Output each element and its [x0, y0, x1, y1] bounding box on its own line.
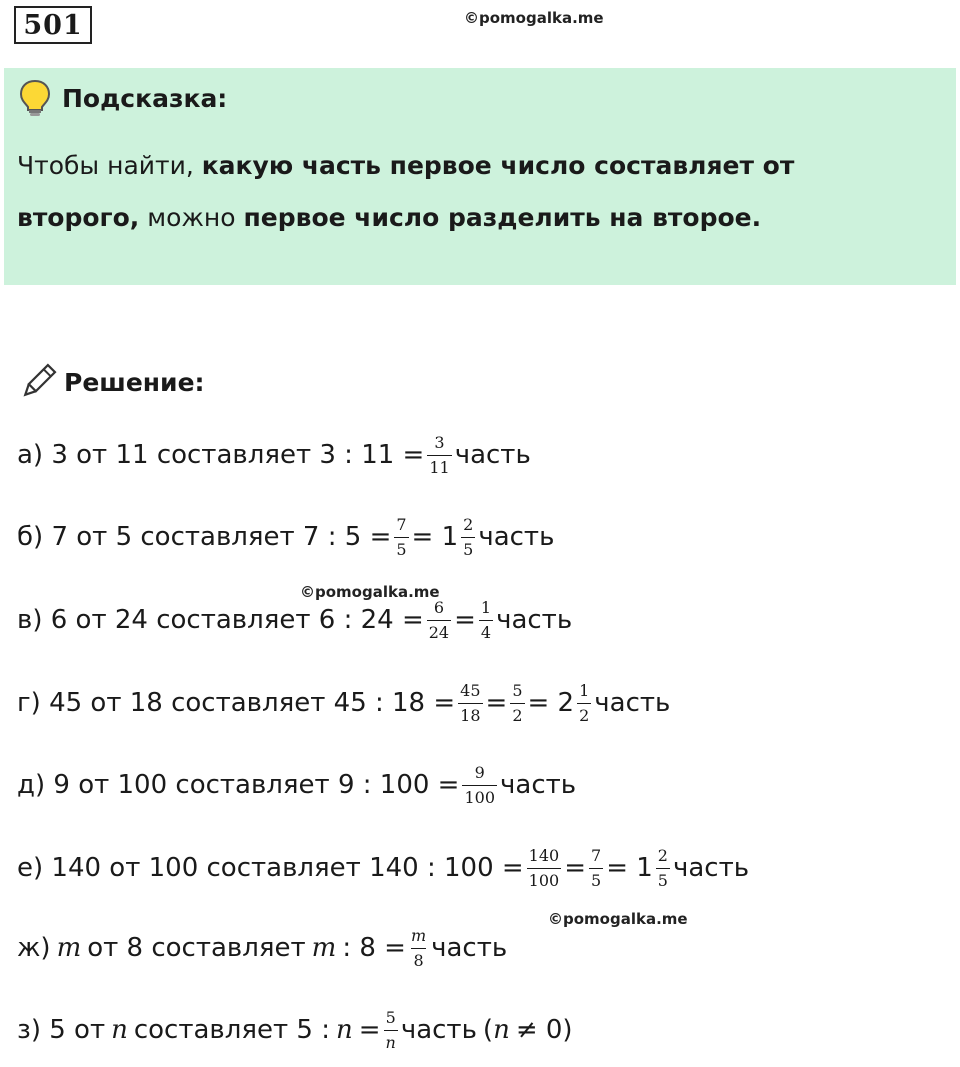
fraction: $\frac{2}{5}$ — [657, 845, 668, 890]
hint-header — [18, 78, 227, 118]
solution-line-e: е) 140 от 100 составляет 140 : 100 = $\frac{140}{100}$ = $\frac{7}{5}$ = 1 $\frac{2}{5}$ часть — [17, 845, 750, 890]
hint-title: Подсказка: — [62, 83, 228, 113]
solution-line-z: з) 5 от n составляет 5 : n = $\frac{5}{n}$ часть ( n ≠ 0) — [17, 1007, 573, 1052]
solution-line-d: д) 9 от 100 составляет 9 : 100 = $\frac{9}{100}$ часть — [17, 762, 577, 807]
solution-line-zh: ж) m от 8 составляет m : 8 = $\frac{m}{8}$ часть — [17, 925, 508, 970]
lightbulb-icon — [18, 79, 52, 117]
fraction: $\frac{1}{4}$ — [480, 597, 492, 642]
hint-text-part: Чтобы найти, — [17, 151, 202, 180]
fraction: $\frac{1}{2}$ — [579, 680, 590, 725]
hint-text-part: можно — [139, 203, 244, 232]
watermark-top: ©pomogalka.me — [464, 9, 604, 27]
fraction: $\frac{2}{5}$ — [463, 514, 474, 559]
solution-header — [18, 360, 205, 404]
fraction: $\frac{5}{2}$ — [512, 680, 523, 725]
hint-text — [17, 140, 917, 244]
hint-text-bold: первое число разделить на второе. — [243, 203, 762, 232]
fraction: $\frac{5}{n}$ — [385, 1007, 396, 1052]
watermark-bottom: ©pomogalka.me — [548, 910, 688, 928]
solution-line-g: г) 45 от 18 составляет 45 : 18 = $\frac{45}{18}$ = $\frac{5}{2}$ = 2 $\frac{1}{2}$ часть — [17, 680, 671, 725]
solution-line-v: в) 6 от 24 составляет 6 : 24 = $\frac{6}{24}$ = $\frac{1}{4}$ часть — [17, 597, 573, 642]
fraction: $\frac{45}{18}$ — [460, 680, 481, 725]
fraction: $\frac{7}{5}$ — [591, 845, 602, 890]
hint-text-bold: какую часть первое число составляет от второго, — [17, 151, 795, 232]
solution-title: Решение: — [64, 367, 205, 397]
fraction: $\frac{6}{24}$ — [428, 597, 450, 642]
solution-line-a: а) 3 от 11 составляет 3 : 11 = $\frac{3}{11}$ часть — [17, 432, 531, 477]
watermark-middle: ©pomogalka.me — [300, 583, 440, 601]
fraction: $\frac{7}{5}$ — [396, 514, 407, 559]
fraction: $\frac{3}{11}$ — [429, 432, 450, 477]
problem-number: 501 — [14, 6, 92, 44]
fraction: $\frac{9}{100}$ — [464, 762, 496, 807]
fraction: $\frac{m}{8}$ — [410, 925, 427, 970]
fraction: $\frac{140}{100}$ — [528, 845, 560, 890]
pencil-icon — [18, 362, 58, 402]
solution-line-b: б) 7 от 5 составляет 7 : 5 = $\frac{7}{5}$ = 1 $\frac{2}{5}$ часть — [17, 514, 555, 559]
